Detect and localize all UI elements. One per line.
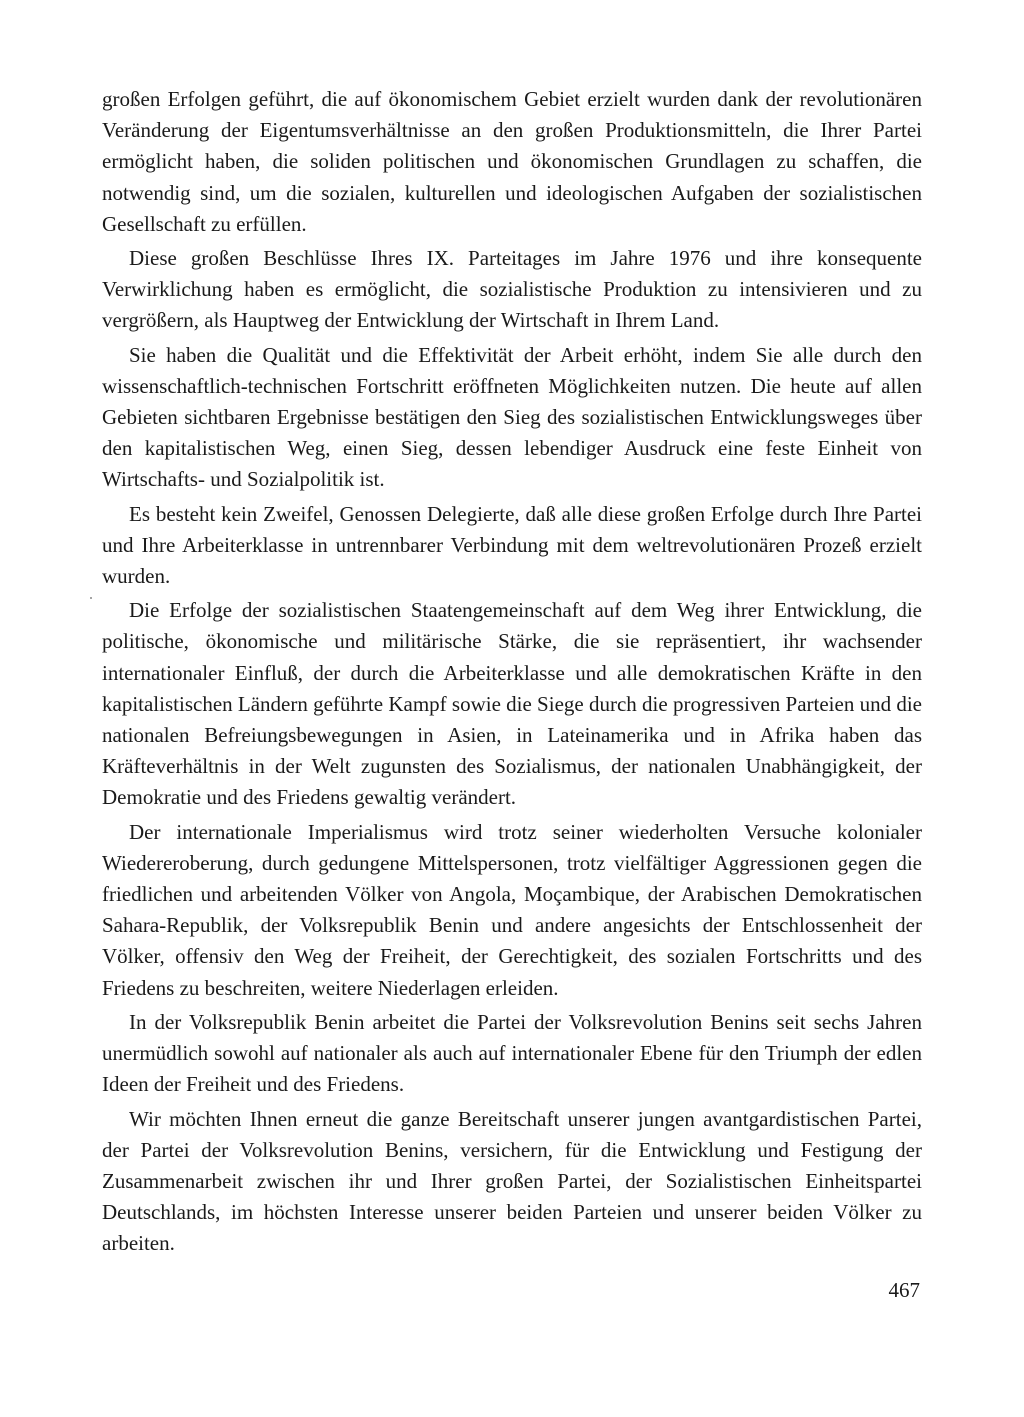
paragraph: Wir möchten Ihnen erneut die ganze Bereitschaft unserer jungen avantgardistischen Partei, der Partei der Volksrevolution Benins, versichern, für die Entwicklung und Festigung der Zusammenarbeit zwischen ihr und Ihrer großen Partei, der Sozialistischen Einheitspartei Deutschlands, im höchsten Interesse unserer beiden Parteien und unserer beiden Völker zu arbeiten.: [102, 1106, 922, 1256]
paragraph: Diese großen Beschlüsse Ihres IX. Parteitages im Jahre 1976 und ihre konsequente Verwirklichung haben es ermöglicht, die sozialistische Produktion zu intensivieren und zu vergrößern, als Hauptweg der Entwicklung der Wirtschaft in Ihrem Land.: [102, 246, 922, 333]
scan-speck: [90, 597, 92, 599]
page-number: 467: [888, 1278, 920, 1302]
paragraph: Sie haben die Qualität und die Effektivität der Arbeit erhöht, indem Sie alle durch den wissenschaftlich-technischen Fortschritt eröffneten Möglichkeiten nutzen. Die heute auf allen Gebieten sichtbaren Ergebnisse bestätigen den Sieg des sozialistischen Entwicklungsweges über den kapitalistischen Weg, einen Sieg, dessen lebendiger Ausdruck eine feste Einheit von Wirtschafts- und Sozialpolitik ist.: [102, 342, 922, 492]
paragraph: Es besteht kein Zweifel, Genossen Delegierte, daß alle diese großen Erfolge durch Ihre Partei und Ihre Arbeiterklasse in untrennbarer Verbindung mit dem weltrevolutionären Prozeß erzielt wurden.: [102, 501, 922, 589]
paragraph: Der internationale Imperialismus wird trotz seiner wiederholten Versuche kolonialer Wiedereroberung, durch gedungene Mittelspersonen, trotz vielfältiger Aggressionen gegen die friedlichen und arbeitenden Völker von Angola, Moçambique, der Arabischen Demokratischen Sahara-Republik, der Volksrepublik Benin und andere angesichts der Entschlossenheit der Völker, offensiv den Weg der Freiheit, der Gerechtigkeit, des sozialen Fortschritts und des Friedens zu beschreiten, weitere Niederlagen erleiden.: [102, 819, 922, 1000]
document-page: [102, 84, 922, 1260]
paragraph: In der Volksrepublik Benin arbeitet die Partei der Volksrevolution Benins seit sechs Jahren unermüdlich sowohl auf nationaler als auch auf internationaler Ebene für den Triumph der edlen Ideen der Freiheit und des Friedens.: [102, 1009, 922, 1097]
paragraph: Die Erfolge der sozialistischen Staatengemeinschaft auf dem Weg ihrer Entwicklung, die politische, ökonomische und militärische Stärke, die sie repräsentiert, ihr wachsender internationaler Einfluß, der durch die Arbeiterklasse und alle demokratischen Kräfte in den kapitalistischen Ländern geführte Kampf sowie die Siege durch die progressiven Parteien und die nationalen Befreiungsbewegungen in Asien, in Lateinamerika und in Afrika haben das Kräfteverhältnis in der Welt zugunsten des Sozialismus, der nationalen Unabhängigkeit, der Demokratie und des Friedens gewaltig verändert.: [102, 598, 922, 810]
paragraph-continued: großen Erfolgen geführt, die auf ökonomischem Gebiet erzielt wurden dank der revolutionären Veränderung der Eigentumsverhältnisse an den großen Produktionsmitteln, die Ihrer Partei ermöglicht haben, die soliden politischen und ökonomischen Grundlagen zu schaffen, die notwendig sind, um die sozialen, kulturellen und ideologischen Aufgaben der sozialistischen Gesellschaft zu erfüllen.: [102, 87, 922, 236]
